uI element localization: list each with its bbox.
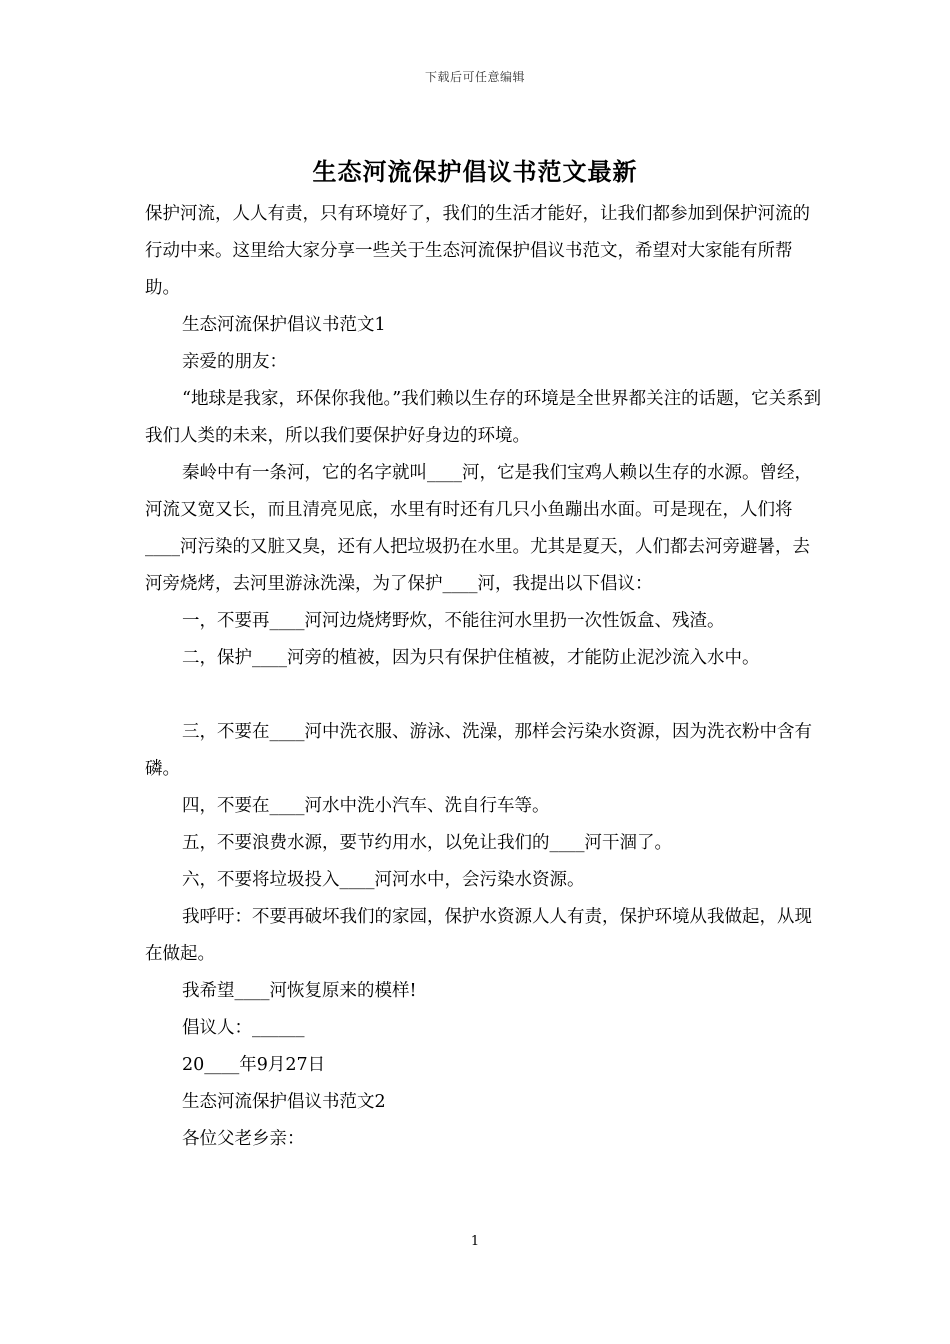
hope-line: 我希望____河恢复原来的模样!: [182, 981, 417, 1001]
appeal-paragraph: 我呼吁：不要再破坏我们的家园，保护水资源人人有责，保护环境从我做起，从现在做起。: [145, 907, 812, 964]
document-title: 生态河流保护倡议书范文最新: [312, 157, 638, 186]
proposal-item-3: 三，不要在____河中洗衣服、游泳、洗澡，那样会污染水资源，因为洗衣粉中含有磷。: [145, 722, 812, 779]
signer-line: 倡议人：______: [182, 1018, 305, 1038]
salutation-1: 亲爱的朋友：: [182, 352, 287, 372]
proposal-item-5: 五，不要浪费水源，要节约用水，以免让我们的____河干涸了。: [182, 833, 672, 853]
intro-paragraph: 保护河流，人人有责，只有环境好了，我们的生活才能好，让我们都参加到保护河流的行动中来。这里给大家分享一些关于生态河流保护倡议书范文，希望对大家能有所帮助。: [145, 204, 810, 298]
paragraph-2: 秦岭中有一条河，它的名字就叫____河，它是我们宝鸡人赖以生存的水源。曾经，河流又宽又长，而且清亮见底，水里有时还有几只小鱼蹦出水面。可是现在，人们将____河污染的又脏又臭，还有人把垃圾扔在水里。尤其是夏天，人们都去河旁避暑，去河旁烧烤，去河里游泳洗澡，为了保护____河，我提出以下倡议：: [145, 463, 812, 594]
proposal-item-2: 二，保护____河旁的植被，因为只有保护住植被，才能防止泥沙流入水中。: [182, 648, 760, 668]
date-line: 20____年9月27日: [182, 1055, 326, 1075]
paragraph-1: “地球是我家，环保你我他。”我们赖以生存的环境是全世界都关注的话题，它关系到我们人类的未来，所以我们要保护好身边的环境。: [145, 389, 822, 446]
header-note: 下载后可任意编辑: [424, 70, 525, 84]
proposal-item-4: 四，不要在____河水中洗小汽车、洗自行车等。: [182, 796, 550, 816]
page-number: 1: [470, 1234, 480, 1249]
salutation-2: 各位父老乡亲：: [182, 1129, 305, 1149]
section-heading-2: 生态河流保护倡议书范文2: [182, 1092, 386, 1112]
section-heading-1: 生态河流保护倡议书范文1: [182, 315, 386, 335]
document-body: [145, 196, 825, 1158]
proposal-item-6: 六，不要将垃圾投入____河河水中，会污染水资源。: [182, 870, 585, 890]
blank-line: [145, 677, 825, 714]
proposal-item-1: 一，不要再____河河边烧烤野炊，不能往河水里扔一次性饭盒、残渣。: [182, 611, 725, 631]
